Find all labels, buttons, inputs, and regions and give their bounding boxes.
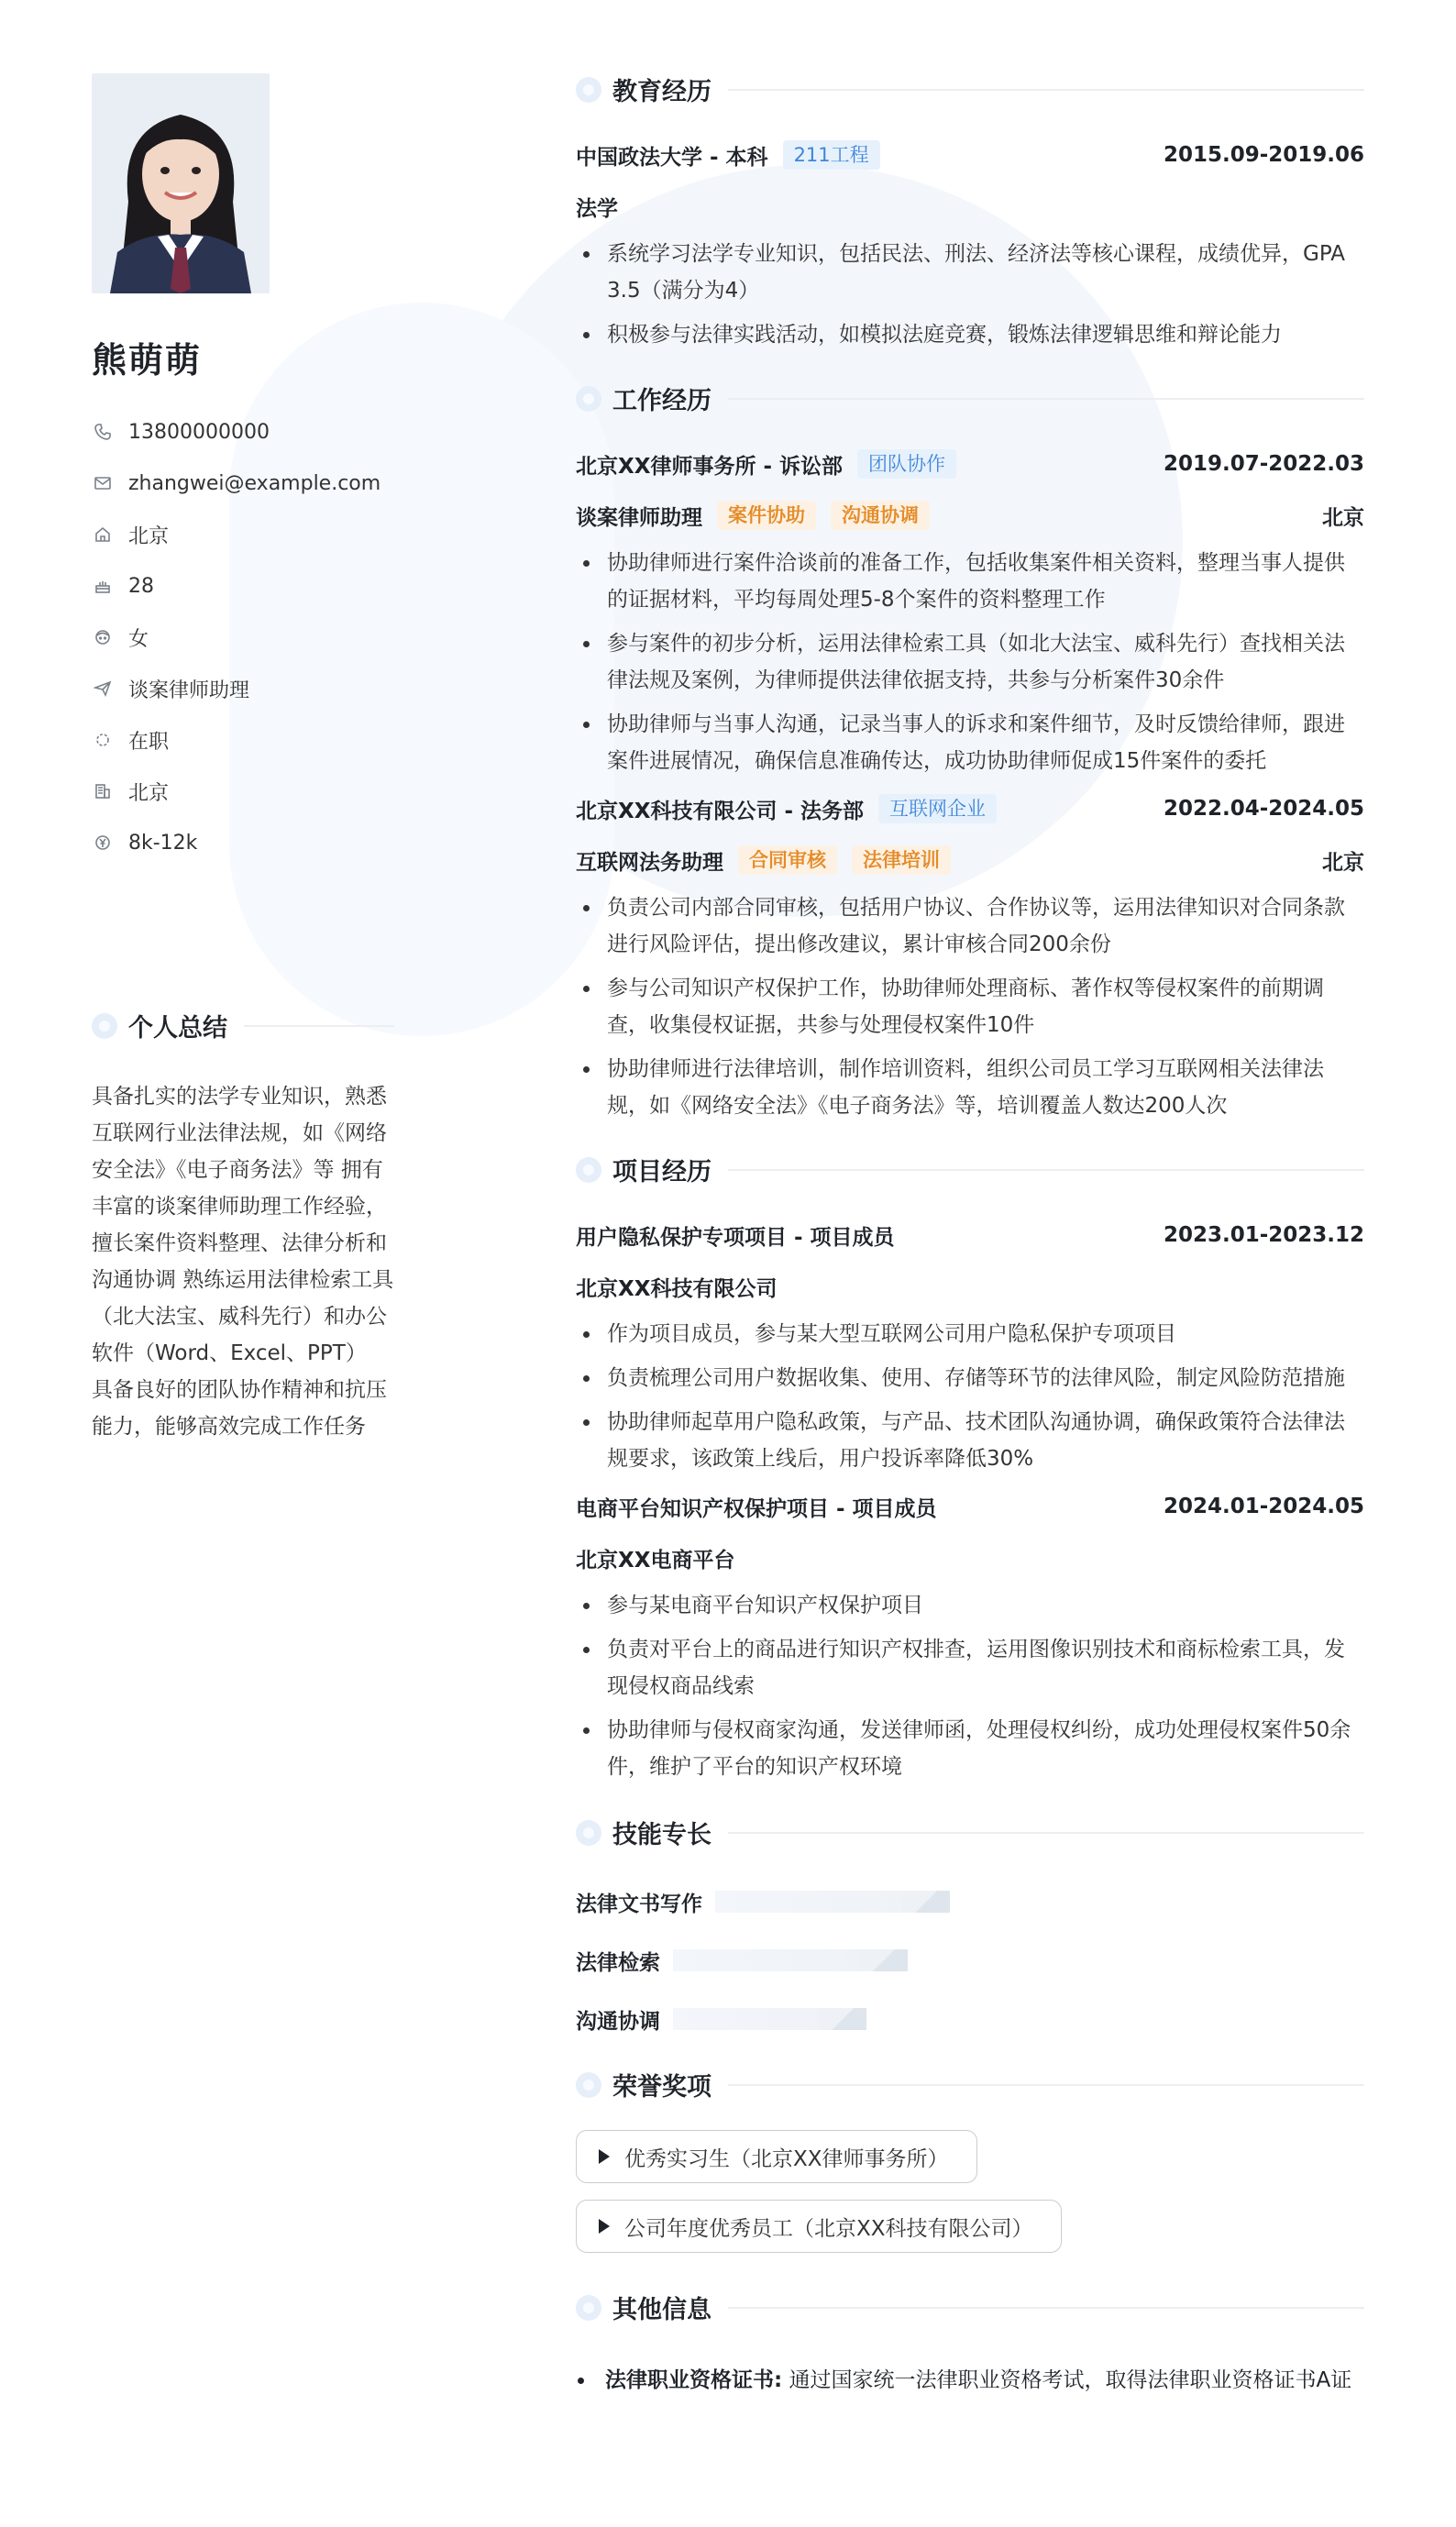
list-item: 协助律师进行法律培训，制作培训资料，组织公司员工学习互联网相关法律法规，如《网络安全法》《电子商务法》等，培训覆盖人数达200人次	[576, 1051, 1364, 1124]
project-bullets	[576, 1316, 1364, 1477]
company-name: 北京XX律师事务所 - 诉讼部	[576, 454, 844, 479]
education-section	[576, 72, 1364, 353]
project-entry	[576, 1219, 1364, 1477]
send-icon	[92, 678, 114, 700]
list-item: 积极参与法律实践活动，如模拟法庭竞赛，锻炼法律逻辑思维和辩论能力	[576, 316, 1364, 353]
section-dot-icon	[576, 77, 601, 103]
education-bullets	[576, 236, 1364, 353]
info-email	[92, 458, 394, 509]
role-tag: 合同审核	[738, 845, 837, 875]
education-date: 2015.09-2019.06	[1163, 143, 1364, 167]
section-divider	[728, 1169, 1364, 1171]
other-label: 法律职业资格证书:	[605, 2368, 783, 2392]
award-badge: 公司年度优秀员工（北京XX科技有限公司）	[576, 2200, 1062, 2253]
section-divider	[728, 1832, 1364, 1834]
projects-title: 项目经历	[576, 1152, 1364, 1187]
skill-item	[576, 1883, 979, 1920]
section-divider	[728, 89, 1364, 91]
list-item: 负责公司内部合同审核，包括用户协议、合作协议等，运用法律知识对合同条款进行风险评估，提出修改建议，累计审核合同200余份	[576, 889, 1364, 963]
skill-level-bar	[673, 1949, 908, 1971]
company-tag: 团队协作	[857, 449, 956, 479]
company-tag: 互联网企业	[878, 794, 997, 823]
job-location: 北京	[1322, 850, 1364, 875]
job-date: 2022.04-2024.05	[1163, 797, 1364, 821]
skill-item	[576, 1942, 979, 1979]
salary-text: 8k-12k	[128, 831, 198, 855]
list-item: 系统学习法学专业知识，包括民法、刑法、经济法等核心课程，成绩优异，GPA 3.5（满分为4）	[576, 236, 1364, 309]
info-target-city	[92, 766, 394, 817]
list-item: 协助律师进行案件洽谈前的准备工作，包括收集案件相关资料，整理当事人提供的证据材料，平均每周处理5-8个案件的资料整理工作	[576, 545, 1364, 618]
skills-section	[576, 1815, 1364, 2059]
skills-list	[576, 1883, 1364, 2059]
work-section	[576, 381, 1364, 1124]
projects-section	[576, 1152, 1364, 1785]
section-dot-icon	[576, 1157, 601, 1183]
info-gender	[92, 612, 394, 663]
project-name: 电商平台知识产权保护项目 - 项目成员	[576, 1496, 937, 1521]
play-triangle-icon	[599, 2219, 610, 2234]
play-triangle-icon	[599, 2149, 610, 2164]
status-icon	[92, 729, 114, 751]
project-org: 北京XX电商平台	[576, 1548, 735, 1572]
yen-coin-icon	[92, 832, 114, 854]
contact-info	[92, 406, 394, 868]
section-dot-icon	[576, 2072, 601, 2098]
education-title: 教育经历	[576, 72, 1364, 107]
job-date: 2019.07-2022.03	[1163, 452, 1364, 476]
info-age	[92, 560, 394, 612]
list-item: 协助律师与侵权商家沟通，发送律师函，处理侵权纠纷，成功处理侵权案件50余件，维护了平台的知识产权环境	[576, 1712, 1364, 1785]
section-divider	[728, 2084, 1364, 2086]
phone-text: 13800000000	[128, 420, 270, 444]
section-dot-icon	[576, 2295, 601, 2321]
education-head	[576, 138, 1364, 171]
info-city	[92, 509, 394, 560]
school-name: 中国政法大学 - 本科	[576, 145, 768, 170]
summary-text: 具备扎实的法学专业知识，熟悉互联网行业法律法规，如《网络安全法》《电子商务法》等 拥有丰富的谈案律师助理工作经验，擅长案件资料整理、法律分析和沟通协调 熟练运用法律检索工具（北大法宝、威科先行）和办公软件（Word、Excel、PPT） 具备良好的团队协作精神和抗压能力，能够高效完成工作任务	[92, 1085, 394, 1439]
project-date: 2024.01-2024.05	[1163, 1495, 1364, 1518]
company-name: 北京XX科技有限公司 - 法务部	[576, 799, 865, 823]
city-text: 北京	[128, 524, 170, 548]
section-dot-icon	[92, 1013, 117, 1039]
honors-section	[576, 2067, 1364, 2269]
left-column	[92, 73, 394, 1445]
list-item: 协助律师与当事人沟通，记录当事人的诉求和案件细节，及时反馈给律师，跟进案件进展情况，确保信息准确传达，成功协助律师促成15件案件的委托	[576, 706, 1364, 779]
role-tag: 案件协助	[717, 501, 816, 530]
list-item: 负责梳理公司用户数据收集、使用、存储等环节的法律风险，制定风险防范措施	[576, 1360, 1364, 1396]
mail-icon	[92, 472, 114, 494]
skill-name: 沟通协调	[576, 2009, 660, 2034]
right-column	[576, 72, 1364, 2399]
role-tag: 法律培训	[852, 845, 951, 875]
info-phone	[92, 406, 394, 458]
award-badge: 优秀实习生（北京XX律师事务所）	[576, 2130, 977, 2183]
skill-level-bar	[673, 2008, 866, 2030]
job-bullets	[576, 889, 1364, 1124]
email-text: zhangwei@example.com	[128, 471, 381, 495]
age-text: 28	[128, 574, 154, 598]
list-item: 参与某电商平台知识产权保护项目	[576, 1587, 1364, 1624]
other-text: 通过国家统一法律职业资格考试，取得法律职业资格证书A证	[789, 2368, 1352, 2392]
honors-list	[576, 2130, 1364, 2269]
role-tag: 沟通协调	[831, 501, 930, 530]
other-section	[576, 2290, 1364, 2399]
list-item: 负责对平台上的商品进行知识产权排查，运用图像识别技术和商标检索工具，发现侵权商品线索	[576, 1631, 1364, 1705]
gender-text: 女	[128, 627, 149, 651]
project-org: 北京XX科技有限公司	[576, 1276, 778, 1301]
skills-title: 技能专长	[576, 1815, 1364, 1850]
position-text: 谈案律师助理	[128, 679, 250, 702]
section-divider	[728, 2307, 1364, 2309]
work-title: 工作经历	[576, 381, 1364, 416]
project-name: 用户隐私保护专项项目 - 项目成员	[576, 1225, 895, 1250]
status-text: 在职	[128, 730, 170, 754]
list-item: 参与公司知识产权保护工作，协助律师处理商标、著作权等侵权案件的前期调查，收集侵权证据，共参与处理侵权案件10件	[576, 970, 1364, 1043]
other-title: 其他信息	[576, 2290, 1364, 2325]
list-item: 作为项目成员，参与某大型互联网公司用户隐私保护专项项目	[576, 1316, 1364, 1352]
honors-title: 荣誉奖项	[576, 2067, 1364, 2102]
job-role: 互联网法务助理	[576, 850, 723, 875]
info-salary	[92, 817, 394, 868]
person-face-icon	[92, 626, 114, 648]
info-position	[92, 663, 394, 714]
building-icon	[92, 780, 114, 802]
work-entry	[576, 792, 1364, 1124]
section-dot-icon	[576, 386, 601, 412]
job-bullets	[576, 545, 1364, 779]
section-dot-icon	[576, 1820, 601, 1846]
skill-item	[576, 2001, 979, 2037]
phone-icon	[92, 421, 114, 443]
work-entry	[576, 447, 1364, 779]
project-bullets	[576, 1587, 1364, 1785]
target-city-text: 北京	[128, 781, 170, 805]
profile-photo	[92, 73, 270, 293]
major: 法学	[576, 196, 618, 221]
cake-icon	[92, 575, 114, 597]
other-item	[576, 2362, 1364, 2399]
project-entry	[576, 1490, 1364, 1785]
summary-section	[92, 1008, 394, 1445]
project-date: 2023.01-2023.12	[1163, 1223, 1364, 1247]
info-status	[92, 714, 394, 766]
section-divider	[244, 1025, 394, 1027]
section-divider	[728, 398, 1364, 400]
list-item: 参与案件的初步分析，运用法律检索工具（如北大法宝、威科先行）查找相关法律法规及案例，为律师提供法律依据支持，共参与分析案件30余件	[576, 625, 1364, 699]
candidate-name: 熊萌萌	[92, 340, 203, 381]
job-role: 谈案律师助理	[576, 505, 702, 530]
list-item: 协助律师起草用户隐私政策，与产品、技术团队沟通协调，确保政策符合法律法规要求，该政策上线后，用户投诉率降低30%	[576, 1404, 1364, 1477]
home-icon	[92, 524, 114, 546]
summary-title: 个人总结	[92, 1008, 394, 1043]
skill-name: 法律检索	[576, 1950, 660, 1975]
skill-level-bar	[715, 1891, 950, 1913]
job-location: 北京	[1322, 505, 1364, 530]
school-tag: 211工程	[783, 140, 880, 170]
skill-name: 法律文书写作	[576, 1892, 702, 1916]
